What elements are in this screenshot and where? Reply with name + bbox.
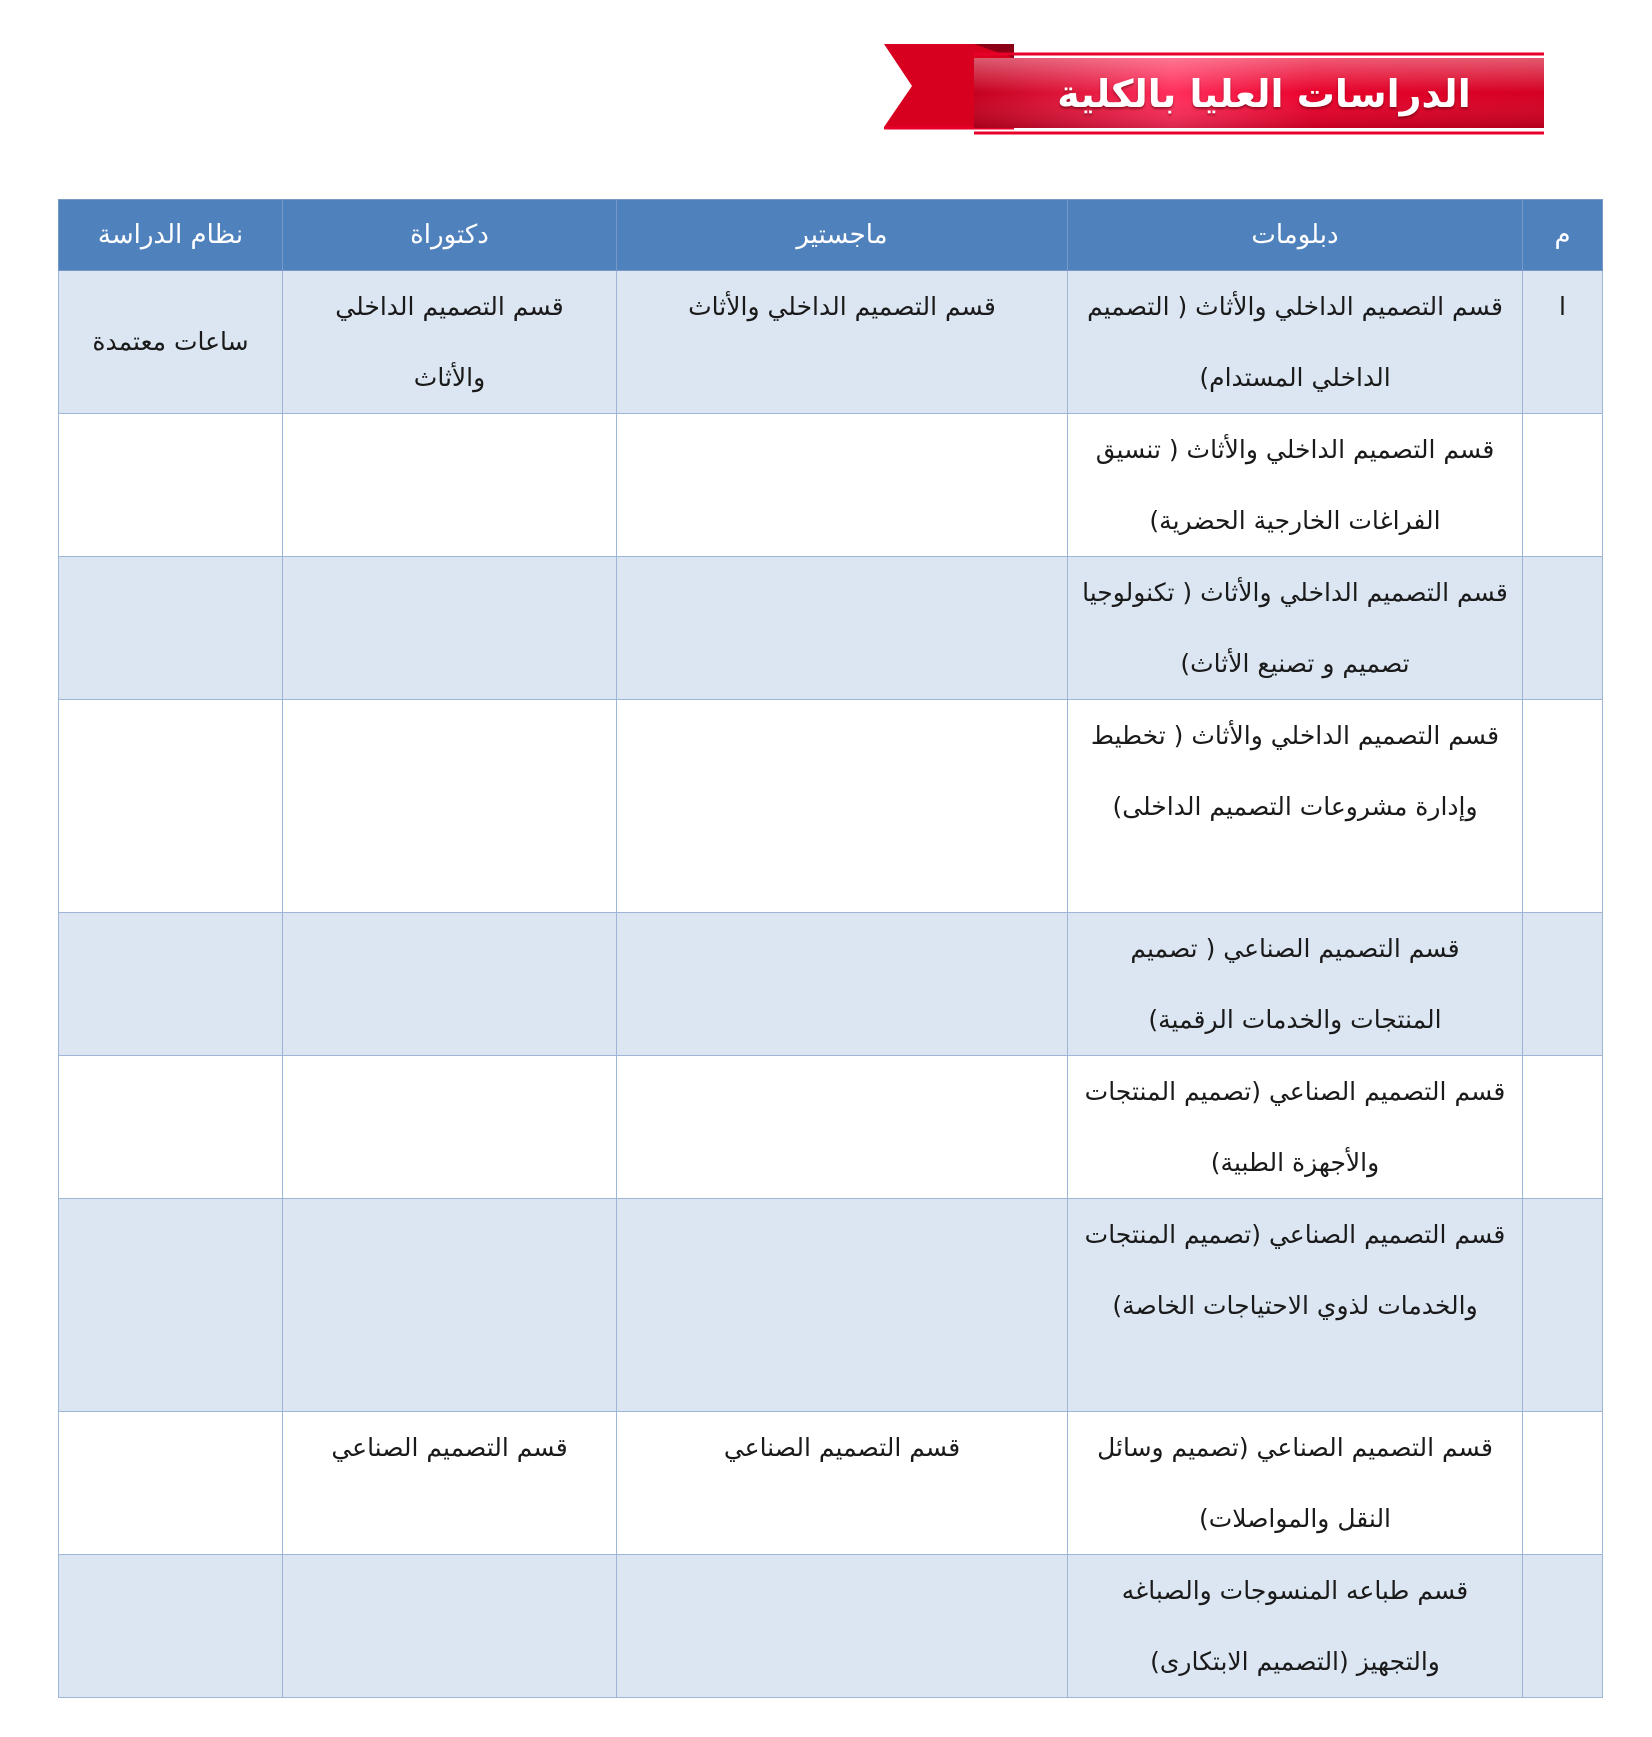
- cell-phd: [283, 1555, 617, 1698]
- cell-phd: قسم التصميم الصناعي: [283, 1412, 617, 1555]
- table-row: [59, 271, 1603, 414]
- table-row: [59, 1056, 1603, 1199]
- table-row: [59, 1199, 1603, 1412]
- table-row: [59, 700, 1603, 913]
- cell-study-system: [59, 913, 283, 1056]
- cell-phd: [283, 913, 617, 1056]
- cell-index: ا: [1523, 271, 1603, 414]
- table-row: [59, 557, 1603, 700]
- cell-study-system: [59, 557, 283, 700]
- cell-diploma: قسم طباعه المنسوجات والصباغه والتجهيز (التصميم الابتكارى): [1068, 1555, 1523, 1698]
- col-header-masters: ماجستير: [617, 200, 1068, 271]
- cell-phd: قسم التصميم الداخلي والأثاث: [283, 271, 617, 414]
- table-row: [59, 913, 1603, 1056]
- cell-master: قسم التصميم الداخلي والأثاث: [617, 271, 1068, 414]
- header-row: [59, 200, 1603, 271]
- cell-study-system: [59, 1056, 283, 1199]
- cell-diploma: قسم التصميم الداخلي والأثاث ( تنسيق الفراغات الخارجية الحضرية): [1068, 414, 1523, 557]
- cell-index: [1523, 414, 1603, 557]
- cell-study-system: [59, 1555, 283, 1698]
- col-header-index: م: [1523, 200, 1603, 271]
- cell-master: [617, 700, 1068, 913]
- cell-index: [1523, 700, 1603, 913]
- cell-phd: [283, 414, 617, 557]
- cell-diploma: قسم التصميم الصناعي ( تصميم المنتجات والخدمات الرقمية): [1068, 913, 1523, 1056]
- table-row: [59, 414, 1603, 557]
- cell-index: [1523, 1199, 1603, 1412]
- col-header-diplomas: دبلومات: [1068, 200, 1523, 271]
- cell-master: قسم التصميم الصناعي: [617, 1412, 1068, 1555]
- cell-master: [617, 913, 1068, 1056]
- cell-study-system: [59, 1412, 283, 1555]
- col-header-study-system: نظام الدراسة: [59, 200, 283, 271]
- cell-phd: [283, 1199, 617, 1412]
- cell-phd: [283, 1056, 617, 1199]
- cell-master: [617, 1056, 1068, 1199]
- col-header-phd: دكتوراة: [283, 200, 617, 271]
- cell-index: [1523, 913, 1603, 1056]
- cell-diploma: قسم التصميم الصناعي (تصميم المنتجات والأجهزة الطبية): [1068, 1056, 1523, 1199]
- cell-master: [617, 1555, 1068, 1698]
- cell-study-system: [59, 700, 283, 913]
- cell-diploma: قسم التصميم الداخلي والأثاث ( تكنولوجيا تصميم و تصنيع الأثاث): [1068, 557, 1523, 700]
- cell-index: [1523, 1412, 1603, 1555]
- cell-phd: [283, 557, 617, 700]
- page-title: الدراسات العليا بالكلية: [1057, 71, 1471, 116]
- programs-table: [58, 199, 1603, 1698]
- cell-study-system: [59, 1199, 283, 1412]
- cell-index: [1523, 1056, 1603, 1199]
- cell-diploma: قسم التصميم الصناعي (تصميم المنتجات والخدمات لذوي الاحتياجات الخاصة): [1068, 1199, 1523, 1412]
- title-ribbon: [884, 42, 1544, 145]
- cell-study-system: [59, 414, 283, 557]
- cell-study-system: ساعات معتمدة: [59, 271, 283, 414]
- cell-diploma: قسم التصميم الداخلي والأثاث ( التصميم الداخلي المستدام): [1068, 271, 1523, 414]
- cell-master: [617, 1199, 1068, 1412]
- table-row: [59, 1555, 1603, 1698]
- cell-master: [617, 414, 1068, 557]
- cell-diploma: قسم التصميم الداخلي والأثاث ( تخطيط وإدارة مشروعات التصميم الداخلى): [1068, 700, 1523, 913]
- cell-master: [617, 557, 1068, 700]
- cell-phd: [283, 700, 617, 913]
- table-row: [59, 1412, 1603, 1555]
- cell-index: [1523, 557, 1603, 700]
- cell-diploma: قسم التصميم الصناعي (تصميم وسائل النقل والمواصلات): [1068, 1412, 1523, 1555]
- cell-index: [1523, 1555, 1603, 1698]
